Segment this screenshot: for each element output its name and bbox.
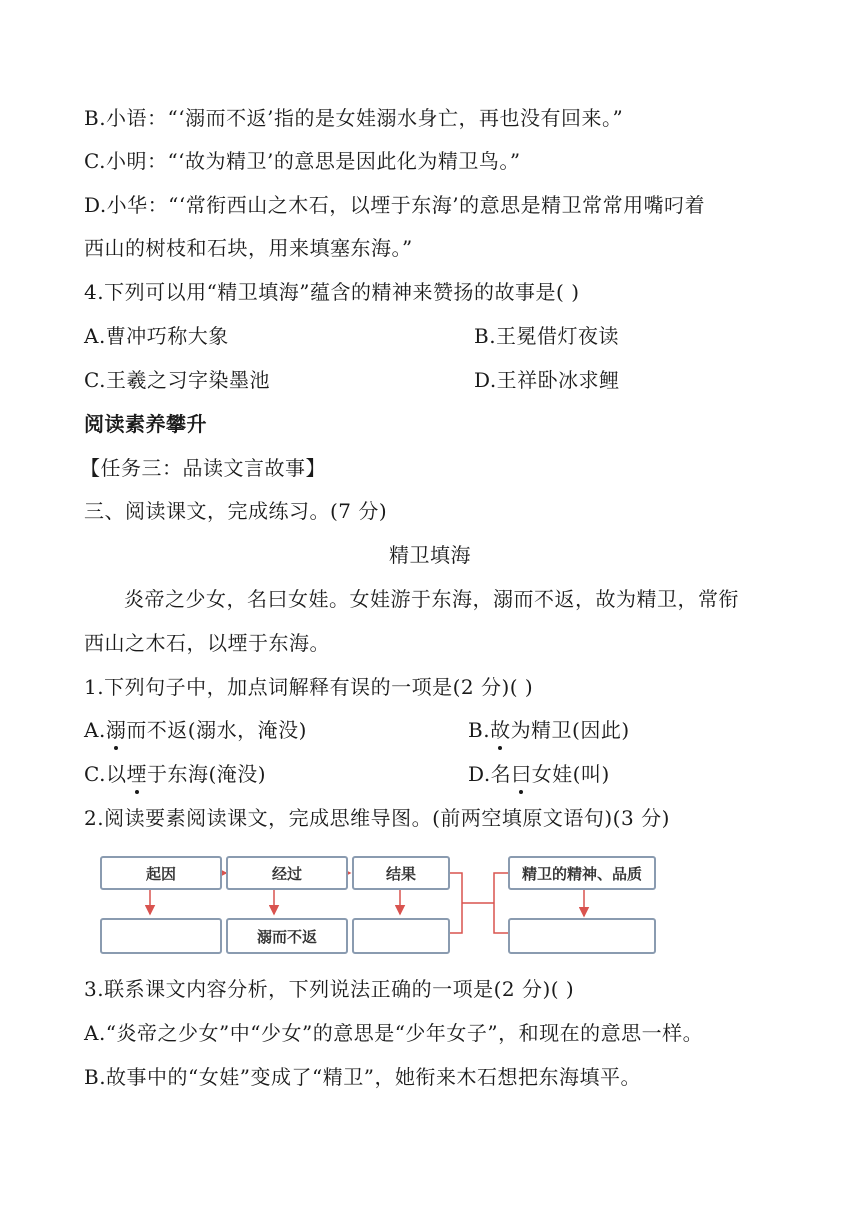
q4-option-d: D.王祥卧冰求鲤 [474,368,620,392]
q4-stem: 4.下列可以用“精卫填海”蕴含的精神来赞扬的故事是( ) [84,280,580,304]
p3-option-a: A.“炎帝之少女”中“少女”的意思是“少年女子”，和现在的意思一样。 [84,1021,704,1045]
dotted-word: 故 [490,718,511,742]
mind-map-process: 经过 [226,856,348,890]
dotted-word: 曰 [511,762,532,786]
mind-map-quality: 精卫的精神、品质 [508,856,656,890]
p3-stem: 3.联系课文内容分析，下列说法正确的一项是(2 分)( ) [84,977,575,1001]
mind-map-cause: 起因 [100,856,222,890]
passage-line1: 炎帝之少女，名曰女娃。女娃游于东海，溺而不返，故为精卫，常衔 [124,587,739,611]
q4-option-c: C.王羲之习字染墨池 [84,368,270,392]
mind-map-quality-blank[interactable] [508,918,656,954]
mind-map-result: 结果 [352,856,450,890]
passage-title: 精卫填海 [389,543,471,567]
mind-map-result-blank[interactable] [352,918,450,954]
mind-map-process-content: 溺而不返 [226,918,348,954]
p1-option-d: D.名曰女娃(叫) [468,762,610,786]
p3-option-b: B.故事中的“女娃”变成了“精卫”，她衔来木石想把东海填平。 [84,1065,641,1089]
q4-option-b: B.王冕借灯夜读 [474,324,620,348]
passage-line2: 西山之木石，以堙于东海。 [84,631,330,655]
q3-option-d-line2: 西山的树枝和石块，用来填塞东海。” [84,236,413,260]
q3-option-d-line1: D.小华：“‘常衔西山之木石，以堙于东海’的意思是精卫常常用嘴叼着 [84,193,706,217]
q3-option-b: B.小语：“‘溺而不返’指的是女娃溺水身亡，再也没有回来。” [84,106,624,130]
q3-option-c: C.小明：“‘故为精卫’的意思是因此化为精卫鸟。” [84,149,521,173]
task-heading: 【任务三：品读文言故事】 [80,456,326,480]
connector-bracket-right [494,873,508,933]
p1-option-c: C.以堙于东海(淹没) [84,762,267,786]
dotted-word: 堙 [126,762,147,786]
mind-map-cause-blank[interactable] [100,918,222,954]
section-heading: 阅读素养攀升 [84,412,207,436]
q4-option-a: A.曹冲巧称大象 [84,324,229,348]
mind-map [100,852,670,962]
p1-stem: 1.下列句子中，加点词解释有误的一项是(2 分)( ) [84,675,534,699]
dotted-word: 溺 [105,718,127,742]
connector-bracket-left [450,873,462,933]
p2-stem: 2.阅读要素阅读课文，完成思维导图。(前两空填原文语句)(3 分) [84,806,670,830]
part3-instruction: 三、阅读课文，完成练习。(7 分) [84,499,388,523]
p1-option-b: B.故为精卫(因此) [468,718,630,742]
p1-option-a: A.溺而不返(溺水，淹没) [84,718,307,742]
